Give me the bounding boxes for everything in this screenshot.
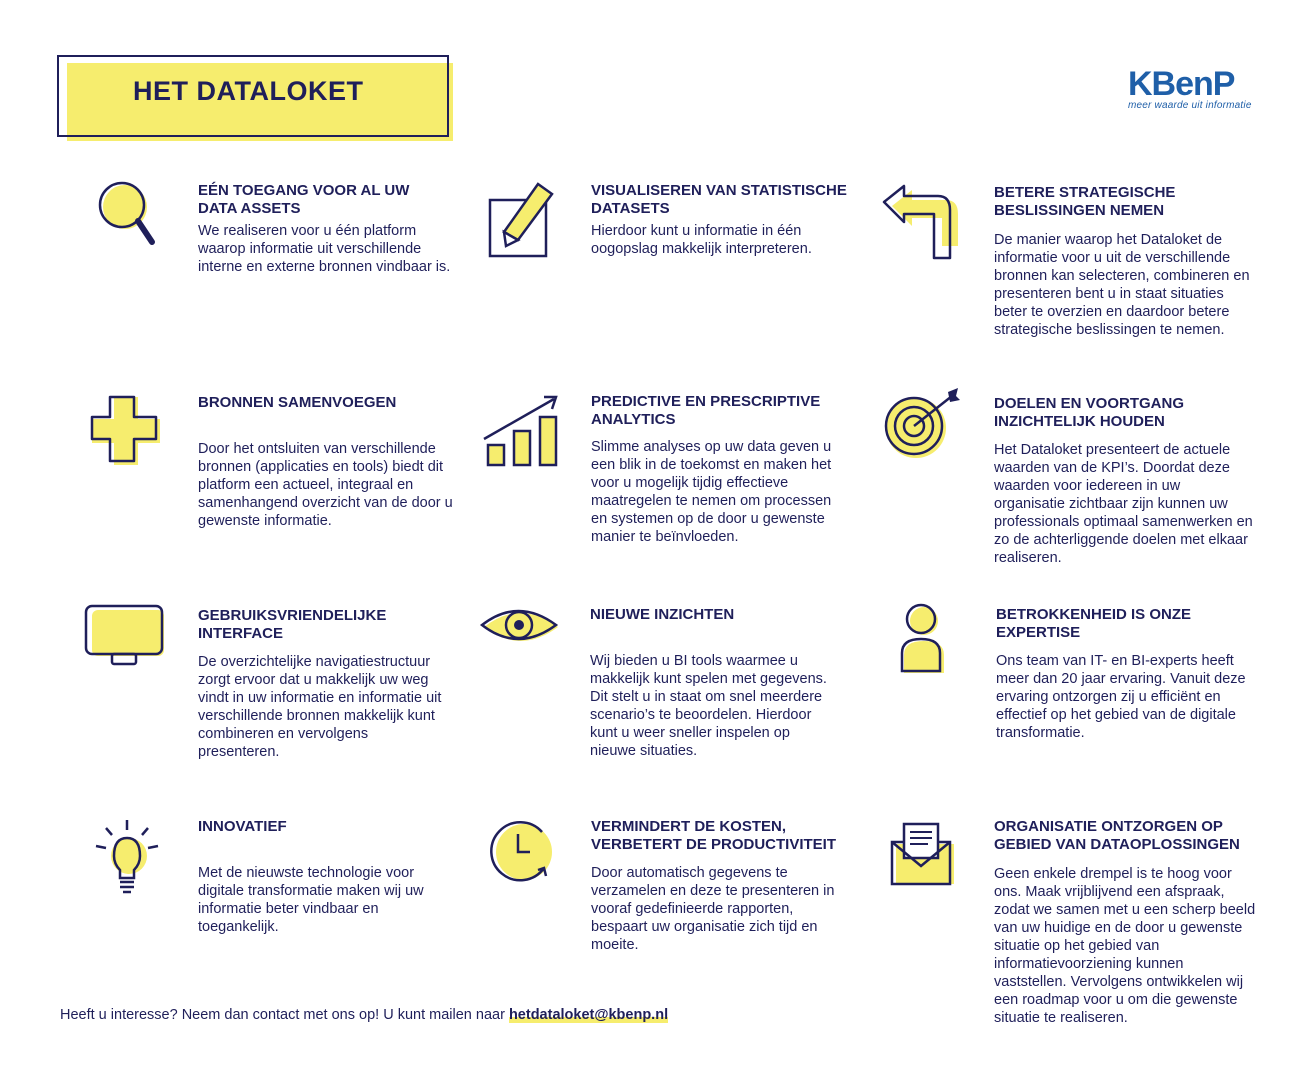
email-link[interactable]: hetdataloket@kbenp.nl	[508, 1007, 669, 1023]
clock-icon	[486, 818, 556, 888]
growth-chart-icon	[480, 393, 562, 469]
kbenp-logo[interactable]	[1128, 66, 1258, 111]
footer-text: Heeft u interesse? Neem dan contact met ons op! U kunt mailen naar	[60, 1007, 509, 1023]
feature-title: PREDICTIVE EN PRESCRIPTIVE ANALYTICS	[591, 393, 821, 428]
feature-text: Door het ontsluiten van verschillende bronnen (applicaties en tools) biedt dit platform een actueel, integraal en samenhangend overzicht van de door u gewenste informatie.	[198, 441, 453, 529]
feature-text: Ons team van IT- en BI-experts heeft meer dan 20 jaar ervaring. Vanuit deze ervaring ontzorgen zij u efficiënt en effectief op het gebied van de digitale transformatie.	[996, 653, 1246, 741]
feature-text: Geen enkele drempel is te hoog voor ons. Maak vrijblijvend een afspraak, zodat we samen met u een scherp beeld van uw huidige en de door u gewenste situatie op het gebied van informatievoorziening kunnen vaststellen. Vervolgens ontwikkelen wij een roadmap voor u om die gewenste situatie te realiseren.	[994, 866, 1256, 1026]
feature-text: De overzichtelijke navigatiestructuur zorgt ervoor dat u makkelijk uw weg vindt in uw informatie en informatie uit verschillende bronnen makkelijk kunt combineren en vervolgens presenteren.	[198, 654, 442, 760]
contact-footer	[60, 1007, 668, 1023]
feature-title: NIEUWE INZICHTEN	[590, 606, 735, 623]
person-icon	[898, 603, 948, 675]
feature-title: DOELEN EN VOORTGANG INZICHTELIJK HOUDEN	[994, 395, 1185, 430]
feature-title: GEBRUIKSVRIENDELIJKE INTERFACE	[198, 607, 387, 642]
signpost-icon	[880, 182, 962, 262]
feature-text: Met de nieuwste technologie voor digitale transformatie maken wij uw informatie beter vindbaar en toegankelijk.	[198, 865, 424, 935]
target-icon	[882, 386, 964, 468]
monitor-icon	[84, 604, 168, 670]
feature-text: Wij bieden u BI tools waarmee u makkelijk kunt spelen met gegevens. Dit stelt u in staat om snel meerdere scenario’s te beoordelen. Hierdoor kunt u weer sneller inspelen op nieuwe situaties.	[590, 653, 827, 759]
magnifier-icon	[95, 180, 165, 250]
pencil-icon	[486, 180, 556, 262]
feature-text: Door automatisch gegevens te verzamelen en deze te presenteren in vooraf gedefinieerde rapporten, bespaart uw organisatie zich tijd en moeite.	[591, 865, 835, 953]
lightbulb-icon	[92, 816, 162, 898]
feature-title: INNOVATIEF	[198, 818, 287, 835]
feature-title: BETERE STRATEGISCHE BESLISSINGEN NEMEN	[994, 184, 1176, 219]
feature-title: EÉN TOEGANG VOOR AL UW DATA ASSETS	[198, 182, 410, 217]
plus-icon	[88, 393, 164, 469]
feature-text: Het Dataloket presenteert de actuele waarden van de KPI’s. Doordat deze waarden voor iedereen in uw organisatie zichtbaar zijn kunnen uw professionals optimaal samenwerken en zo de achterliggende doelen met elkaar realiseren.	[994, 442, 1253, 566]
feature-text: Slimme analyses op uw data geven u een blik in de toekomst en maken het voor u mogelijk tijdig effectieve maatregelen te nemen om processen en systemen op de door u gewenste manier te beïnvloeden.	[591, 439, 832, 545]
logo-name: KBenP	[1128, 65, 1235, 103]
feature-text: We realiseren voor u één platform waarop informatie uit verschillende interne en externe bronnen vindbaar is.	[198, 223, 451, 275]
feature-title: VISUALISEREN VAN STATISTISCHE DATASETS	[591, 182, 847, 217]
eye-icon	[478, 603, 564, 651]
page-title: HET DATALOKET	[133, 76, 364, 106]
feature-text: De manier waarop het Dataloket de informatie voor u uit de verschillende bronnen kan selecteren, combineren en presenteren bent u in staat situaties beter te overzien en daardoor betere strategische beslissingen te nemen.	[994, 232, 1250, 338]
logo-tagline: meer waarde uit informatie	[1128, 100, 1252, 111]
feature-title: VERMINDERT DE KOSTEN, VERBETERT DE PRODUCTIVITEIT	[591, 818, 837, 853]
feature-title: BRONNEN SAMENVOEGEN	[198, 394, 397, 411]
feature-text: Hierdoor kunt u informatie in één oogopslag makkelijk interpreteren.	[591, 223, 812, 257]
feature-title: ORGANISATIE ONTZORGEN OP GEBIED VAN DATAOPLOSSINGEN	[994, 818, 1240, 853]
envelope-icon	[888, 820, 958, 888]
feature-title: BETROKKENHEID IS ONZE EXPERTISE	[996, 606, 1192, 641]
